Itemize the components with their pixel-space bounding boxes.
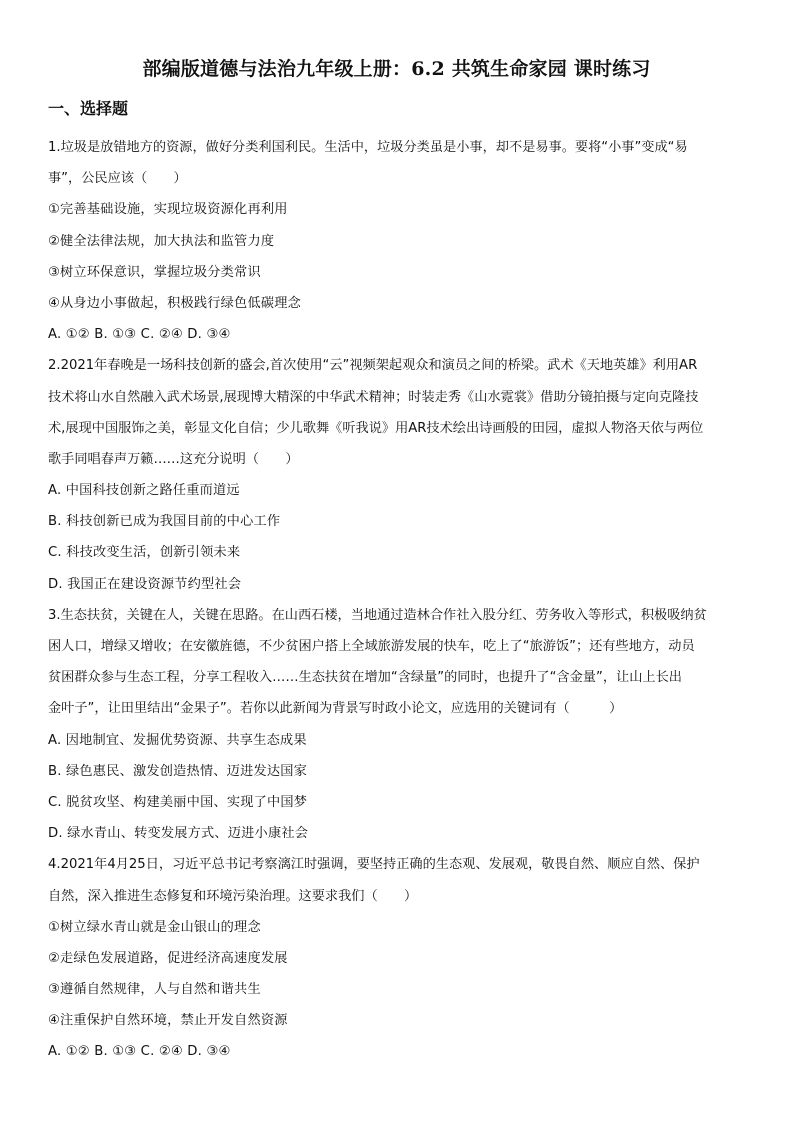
statement-option: ②健全法律法规，加大执法和监管力度: [48, 233, 275, 249]
statement-option: ③遵循自然规律，人与自然和谐共生: [48, 982, 261, 998]
statement-option: ①完善基础设施，实现垃圾资源化再利用: [48, 202, 288, 218]
question-list: [48, 132, 751, 1068]
statement-option: ④从身边小事做起，积极践行绿色低碳理念: [48, 295, 301, 311]
answer-choices: A. ①② B. ①③ C. ②④ D. ③④: [48, 327, 231, 343]
question-text-line: 自然，深入推进生态修复和环境污染治理。这要求我们（ ）: [48, 888, 418, 904]
answer-option-d: D. 我国正在建设资源节约型社会: [48, 576, 242, 592]
answer-option-b: B. 科技创新已成为我国目前的中心工作: [48, 514, 281, 530]
question-3: [48, 600, 751, 850]
question-text-line: 贫困群众参与生态工程，分享工程收入……生态扶贫在增加“含绿量”的同时，也提升了“含金量”，让山上长出: [48, 670, 682, 686]
statement-option: ③树立环保意识，掌握垃圾分类常识: [48, 264, 261, 280]
document-title: 部编版道德与法治九年级上册：6.2 共筑生命家园 课时练习: [142, 58, 651, 80]
statement-option: ①树立绿水青山就是金山银山的理念: [48, 919, 261, 935]
answer-option-d: D. 绿水青山、转变发展方式、迈进小康社会: [48, 826, 309, 842]
statement-option: ④注重保护自然环境，禁止开发自然资源: [48, 1013, 288, 1029]
question-text-line: 术,展现中国服饰之美，彰显文化自信；少儿歌舞《听我说》用AR技术绘出诗画般的田园，虚拟人物洛天依与两位: [48, 420, 704, 436]
question-text-line: 技术将山水自然融入武术场景,展现博大精深的中华武术精神；时装走秀《山水霓裳》借助分镜拍摄与定向克隆技: [48, 389, 699, 405]
answer-option-a: A. 中国科技创新之路任重而道远: [48, 483, 240, 499]
question-text-line: 4.2021年4月25日，习近平总书记考察漓江时强调，要坚持正确的生态观、发展观，敬畏自然、顺应自然、保护: [48, 857, 700, 873]
question-text-line: 3.生态扶贫，关键在人，关键在思路。在山西石楼，当地通过造林合作社入股分红、劳务收入等形式，积极吸纳贫: [48, 607, 707, 623]
question-2: [48, 350, 751, 600]
answer-option-c: C. 科技改变生活，创新引领未来: [48, 545, 241, 561]
answer-option-b: B. 绿色惠民、激发创造热情、迈进发达国家: [48, 763, 308, 779]
answer-choices: A. ①② B. ①③ C. ②④ D. ③④: [48, 1044, 231, 1060]
answer-option-a: A. 因地制宜、发掘优势资源、共享生态成果: [48, 732, 307, 748]
question-text-line: 金叶子”，让田里结出“金果子”。若你以此新闻为背景写时政小论文，应选用的关键词有（ ）: [48, 701, 623, 717]
statement-option: ②走绿色发展道路，促进经济高速度发展: [48, 950, 288, 966]
question-text-line: 1.垃圾是放错地方的资源，做好分类利国利民。生活中，垃圾分类虽是小事，却不是易事。要将“小事”变成“易: [48, 140, 688, 155]
question-text-line: 歌手同唱春声万籁……这充分说明（ ）: [48, 451, 299, 467]
question-text-line: 困人口，增绿又增收；在安徽旌德，不少贫困户搭上全域旅游发展的快车，吃上了“旅游饭”；还有些地方，动员: [48, 639, 695, 654]
question-1: [48, 132, 751, 350]
section-heading: 一、选择题: [48, 99, 129, 118]
question-text-line: 事”，公民应该（ ）: [48, 171, 187, 187]
answer-option-c: C. 脱贫攻坚、构建美丽中国、实现了中国梦: [48, 794, 308, 810]
question-text-line: 2.2021年春晚是一场科技创新的盛会,首次使用“云”视频架起观众和演员之间的桥梁。武术《天地英雄》利用AR: [48, 358, 698, 374]
question-4: [48, 849, 751, 1067]
